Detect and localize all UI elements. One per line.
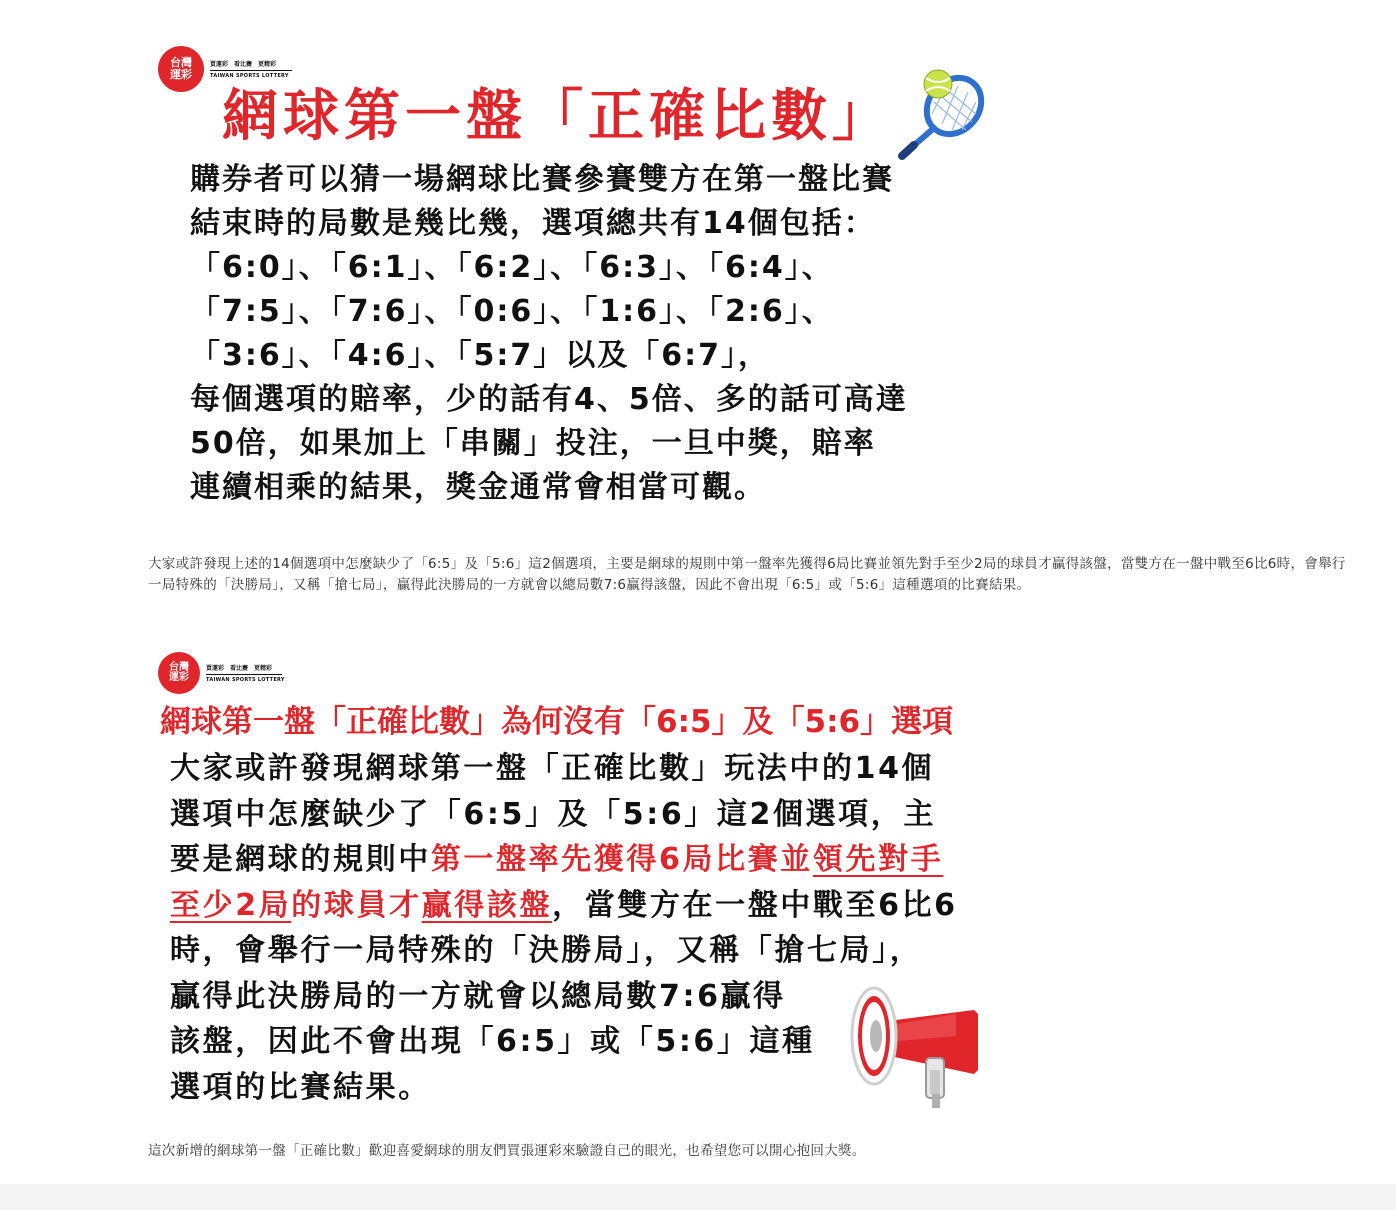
megaphone-icon (846, 974, 988, 1118)
logo-english-name: TAIWAN SPORTS LOTTERY (206, 677, 285, 683)
logo-slogan: 買運彩 看比賽 更精彩 (206, 665, 273, 672)
logo-english-name: TAIWAN SPORTS LOTTERY (210, 73, 289, 79)
section2-line: 選項中怎麼缺少了「6:5」及「5:6」這2個選項，主 (170, 796, 936, 832)
section2-line (170, 837, 1000, 883)
highlight-underlined-text: 贏得該盤 (421, 887, 553, 923)
tennis-racket-icon (892, 64, 992, 164)
logo-emblem-line1: 台灣 (170, 56, 192, 70)
section1-line: 連續相乘的結果，獎金通常會相當可觀。 (190, 470, 766, 505)
section2-line: 該盤，因此不會出現「6:5」或「5:6」這種 (170, 1024, 815, 1059)
section2-title: 網球第一盤「正確比數」為何沒有「6:5」及「5:6」選項 (160, 704, 954, 740)
logo-emblem-line2: 運彩 (170, 68, 192, 81)
logo-emblem-line1: 台灣 (169, 661, 189, 673)
section1-line: 購券者可以猜一場網球比賽參賽雙方在第一盤比賽 (190, 162, 894, 197)
section1-line: 「7:5」、「7:6」、「0:6」、「1:6」、「2:6」、 (190, 294, 834, 329)
section1-body (190, 158, 980, 510)
page-footer-strip (0, 1184, 1396, 1210)
plain-text: 要是網球的規則中 (170, 842, 431, 877)
logo-slogan: 買運彩 看比賽 更精彩 (210, 61, 277, 68)
section2-line: 選項的比賽結果。 (170, 1069, 431, 1105)
logo-emblem (158, 652, 200, 694)
section1-line: 「6:0」、「6:1」、「6:2」、「6:3」、「6:4」、 (190, 250, 834, 285)
section2-line: 贏得此決勝局的一方就會以總局數7:6贏得 (170, 978, 786, 1014)
section2-line (170, 883, 1000, 929)
section1-line: 50倍，如果加上「串關」投注，一旦中獎，賠率 (190, 426, 876, 461)
section2-line: 大家或許發現網球第一盤「正確比數」玩法中的14個 (170, 751, 935, 786)
section1-line: 「3:6」、「4:6」、「5:7」以及「6:7」， (190, 338, 770, 373)
section1-line: 每個選項的賠率，少的話有4、5倍、多的話可高達 (190, 382, 908, 417)
logo-divider (206, 674, 282, 675)
plain-text: ，當雙方在一盤中戰至6比6 (552, 887, 958, 923)
logo-divider (210, 70, 292, 71)
section1-note: 大家或許發現上述的14個選項中怎麼缺少了「6:5」及「5:6」這2個選項，主要是網球的規則中第一盤率先獲得6局比賽並領先對手至少2局的球員才贏得該盤，當雙方在一盤中戰至6比6時，會舉行一局特殊的「決勝局」，又稱「搶七局」，贏得此決勝局的一方就會以總局數7:6贏得該盤，因此不會出現「6:5」或「5:6」這種選項的比賽結果。 (148, 556, 1346, 593)
closing-note: 這次新增的網球第一盤「正確比數」歡迎喜愛網球的朋友們買張運彩來驗證自己的眼光，也希望您可以開心抱回大獎。 (148, 1143, 866, 1159)
logo-emblem (158, 46, 204, 92)
highlight-underlined-text: 領先對手 (812, 842, 944, 877)
section1-line: 結束時的局數是幾比幾，選項總共有14個包括： (190, 206, 876, 241)
logo-emblem-line2: 運彩 (169, 672, 189, 683)
sports-lottery-logo (158, 652, 285, 694)
section2-line: 時，會舉行一局特殊的「決勝局」，又稱「搶七局」， (170, 933, 923, 968)
highlight-underlined-text: 至少2局 (170, 887, 292, 923)
highlight-text: 的球員才 (291, 887, 422, 923)
section1-title: 網球第一盤「正確比數」 (222, 84, 893, 149)
highlight-text: 第一盤率先獲得6局比賽並 (430, 842, 813, 877)
